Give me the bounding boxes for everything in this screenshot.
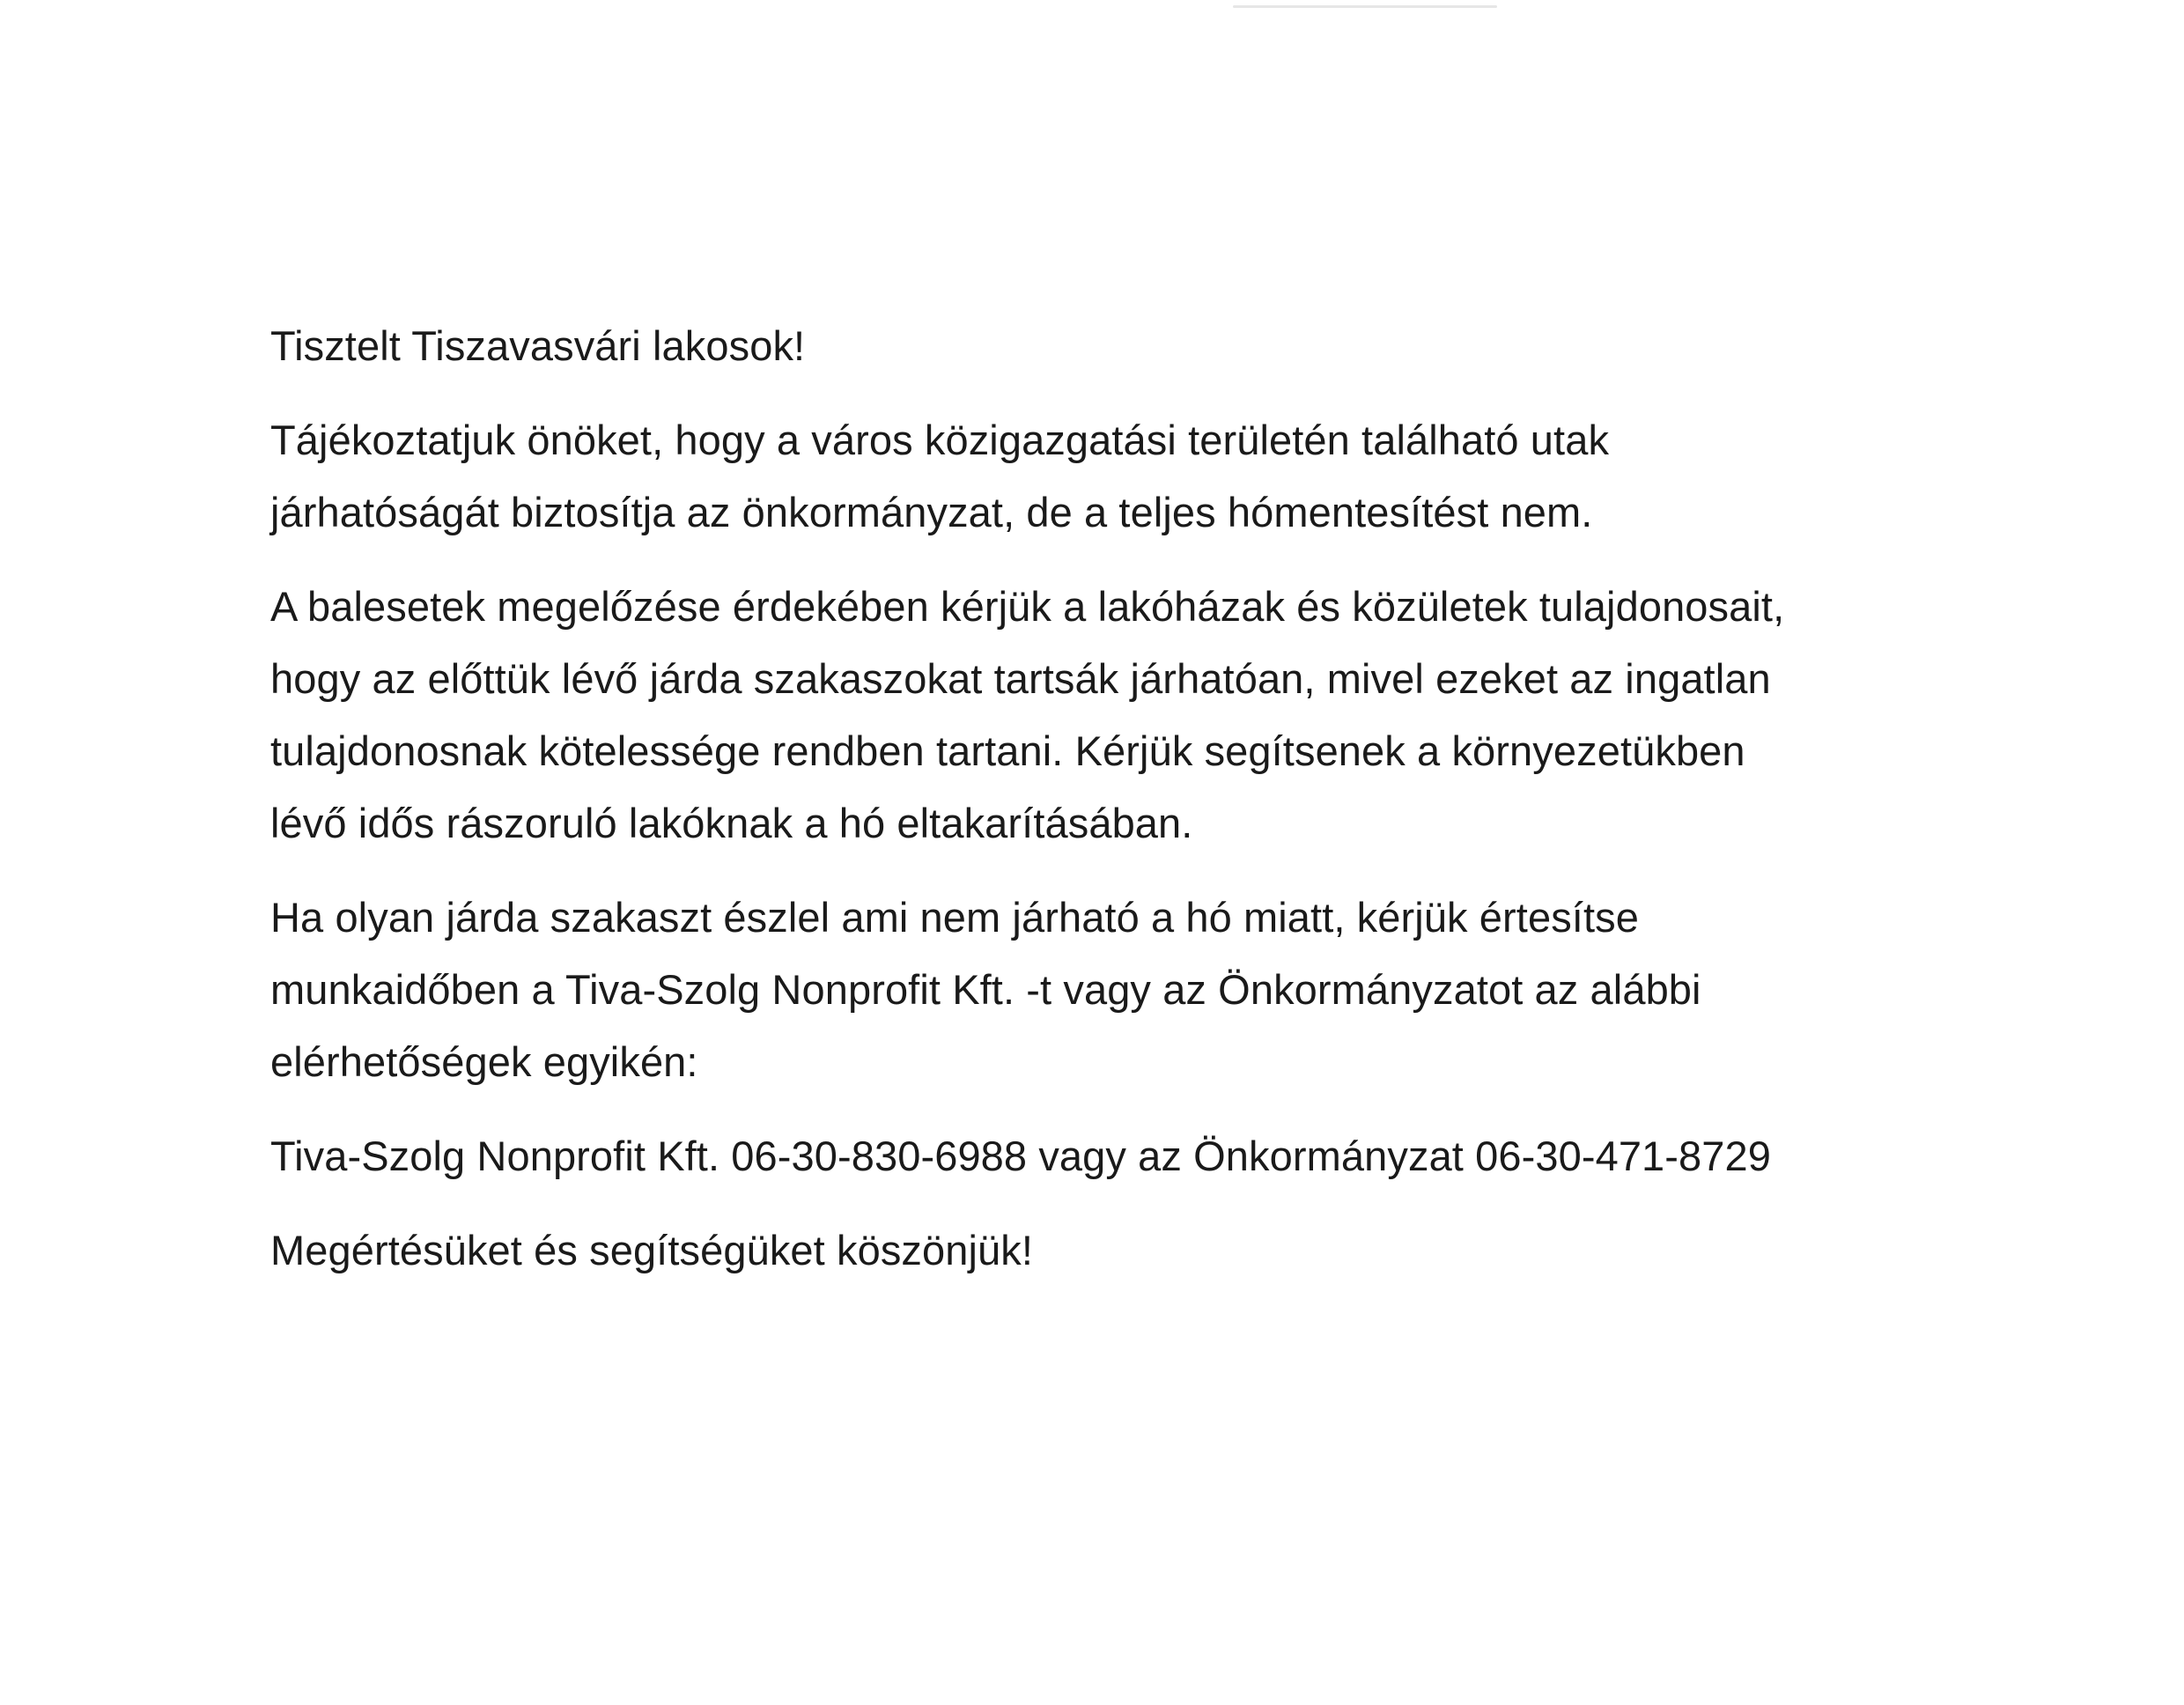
paragraph-line: Ha olyan járda szakaszt észlel ami nem járható a hó miatt, kérjük értesítse (270, 894, 1639, 941)
closing (270, 1214, 2032, 1287)
closing-line: Megértésüket és segítségüket köszönjük! (270, 1227, 1034, 1273)
paragraph-line: lévő idős rászoruló lakóknak a hó eltakarításában. (270, 800, 1193, 846)
paragraph-line: hogy az előttük lévő járda szakaszokat tartsák járhatóan, mivel ezeket az ingatlan (270, 655, 1771, 702)
notice-letter (270, 310, 2032, 1287)
paragraph-line: munkaidőben a Tiva-Szolg Nonprofit Kft. -t vagy az Önkormányzatot az alábbi (270, 966, 1701, 1013)
paragraph-line: Tájékoztatjuk önöket, hogy a város közigazgatási területén található utak (270, 417, 1610, 463)
paragraph-line: A balesetek megelőzése érdekében kérjük a lakóházak és közületek tulajdonosait, (270, 583, 1785, 630)
paragraph-report-request (270, 882, 2032, 1098)
scan-artifact (1233, 5, 1497, 8)
paragraph-line: elérhetőségek egyikén: (270, 1038, 698, 1085)
contact-numbers (270, 1120, 2032, 1192)
paragraph-line: járhatóságát biztosítja az önkormányzat, de a teljes hómentesítést nem. (270, 489, 1593, 535)
contact-line: Tiva-Szolg Nonprofit Kft. 06-30-830-6988 vagy az Önkormányzat 06-30-471-8729 (270, 1133, 1772, 1179)
paragraph-line: tulajdonosnak kötelessége rendben tartani. Kérjük segítsenek a környezetükben (270, 727, 1745, 774)
greeting (270, 310, 2032, 382)
paragraph-sidewalk-duty (270, 571, 2032, 860)
paragraph-road-clearing (270, 404, 2032, 549)
greeting-line: Tisztelt Tiszavasvári lakosok! (270, 322, 806, 369)
